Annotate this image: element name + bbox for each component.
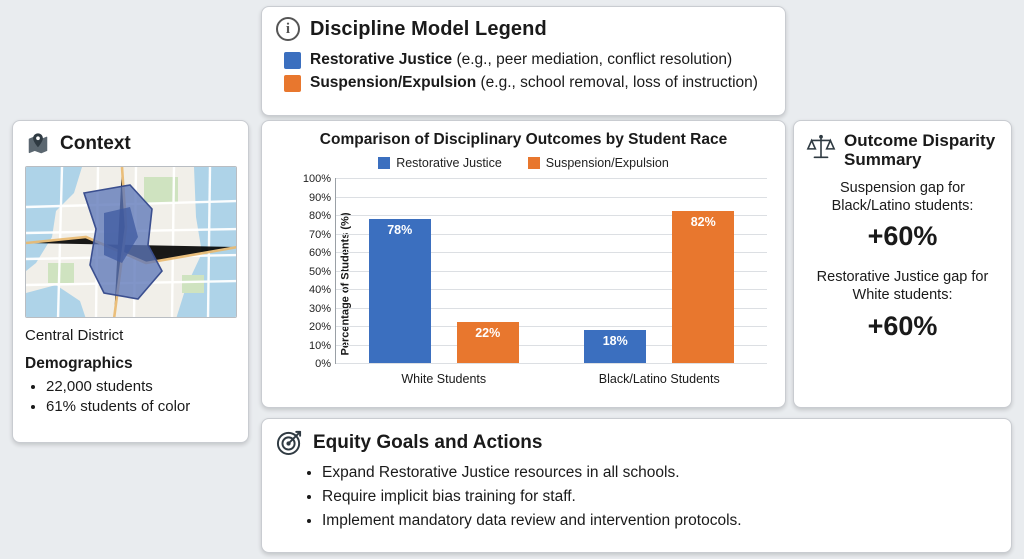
discipline-model-legend-card — [261, 6, 786, 116]
chart-legend-label: Restorative Justice — [396, 156, 502, 170]
equity-goals-card — [261, 418, 1012, 553]
x-tick-label: White Students — [401, 372, 487, 386]
goals-header — [276, 429, 997, 456]
outcome-disparity-summary-card — [793, 120, 1012, 408]
y-tick-label: 20% — [308, 321, 331, 333]
disciplinary-outcomes-chart-card — [261, 120, 786, 408]
disparity-header — [806, 131, 999, 169]
legend-item-name: Restorative Justice — [310, 51, 453, 68]
chart-legend — [272, 156, 775, 170]
y-tick-label: 10% — [308, 339, 331, 352]
list-item: • 61% students of color — [46, 398, 236, 415]
chart-legend-item-suspension-expulsion — [528, 156, 669, 170]
legend-item-name: Suspension/Expulsion — [310, 74, 477, 91]
chart-legend-label: Suspension/Expulsion — [545, 156, 669, 170]
context-map-image — [25, 166, 237, 318]
map-graphic — [26, 167, 237, 318]
legend-item-label — [310, 51, 732, 69]
target-icon — [276, 429, 303, 456]
legend-items — [276, 51, 771, 92]
x-tick-label: Black/Latino Students — [598, 372, 720, 386]
list-item: • Implement mandatory data review and intervention protocols. — [322, 512, 997, 530]
chart-title: Comparison of Disciplinary Outcomes by Student Race — [319, 131, 728, 148]
bar-suspension-black-latino — [672, 211, 734, 363]
map-pin-icon — [25, 131, 51, 157]
disparity-stat1-label: Suspension gap for Black/Latino students: — [831, 180, 974, 215]
bar-group-black-latino-students — [552, 178, 768, 386]
y-tick-label: 30% — [308, 302, 331, 315]
legend-item-label — [310, 74, 758, 92]
y-tick-label: 80% — [308, 210, 331, 222]
bar-value-label: 18% — [602, 333, 628, 348]
context-card — [12, 120, 249, 443]
disparity-stat2-value: +60% — [867, 310, 938, 341]
list-item: • Expand Restorative Justice resources in all schools. — [322, 464, 997, 482]
plot-canvas — [302, 173, 767, 386]
context-map-caption: Central District — [25, 327, 124, 344]
bar-value-label: 78% — [387, 222, 413, 237]
legend-item-suspension-expulsion — [284, 74, 771, 92]
chart-legend-item-restorative-justice — [378, 156, 502, 170]
list-item: • 22,000 students — [46, 378, 236, 395]
demographics-title: Demographics — [25, 355, 133, 372]
goals-title: Equity Goals and Actions — [313, 431, 543, 453]
bar-suspension-white — [457, 322, 519, 363]
legend-swatch-suspension-expulsion — [284, 75, 301, 92]
legend-item-detail: (e.g., school removal, loss of instruction) — [476, 74, 758, 91]
disparity-stat1-value: +60% — [867, 221, 938, 252]
chart-legend-swatch — [378, 157, 390, 169]
y-tick-label: 60% — [308, 247, 331, 259]
y-axis-label: Percentage of Students (%) — [339, 212, 352, 356]
y-tick-label: 0% — [315, 358, 331, 370]
scales-icon — [806, 132, 836, 162]
bar-groups — [336, 178, 767, 386]
legend-header — [276, 17, 771, 41]
y-tick-label: 70% — [308, 228, 331, 241]
info-icon: i — [276, 17, 300, 41]
context-title: Context — [60, 133, 131, 154]
legend-item-restorative-justice — [284, 51, 771, 69]
bar-restorative-justice-black-latino — [584, 330, 646, 363]
chart-plot-area — [272, 174, 775, 386]
legend-swatch-restorative-justice — [284, 52, 301, 69]
goals-list — [276, 464, 997, 530]
list-item: • Require implicit bias training for staff. — [322, 488, 997, 506]
y-tick-label: 50% — [308, 265, 331, 278]
disparity-title: Outcome Disparity Summary — [844, 131, 996, 170]
chart-legend-swatch — [528, 157, 540, 169]
demographics-list — [25, 378, 236, 415]
bar-value-label: 22% — [475, 326, 501, 341]
legend-title: Discipline Model Legend — [310, 17, 547, 40]
disparity-stat2-label: Restorative Justice gap for White students: — [816, 269, 989, 304]
context-header — [25, 131, 236, 157]
y-tick-label: 90% — [308, 191, 331, 204]
bar-value-label: 82% — [690, 215, 716, 230]
y-tick-label: 40% — [308, 284, 331, 296]
bar-group-white-students — [336, 178, 552, 386]
legend-item-detail: (e.g., peer mediation, conflict resolution) — [452, 51, 733, 68]
y-tick-label: 100% — [302, 173, 331, 185]
bar-restorative-justice-white — [369, 219, 431, 363]
